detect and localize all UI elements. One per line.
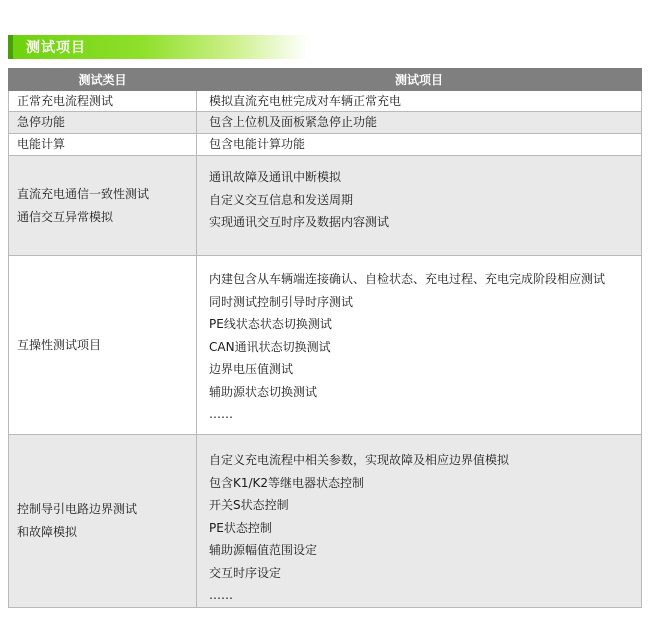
table-row (9, 112, 642, 134)
row-category-cell (9, 156, 197, 256)
table-row (9, 256, 642, 435)
category-line: 通信交互异常模拟 (17, 209, 114, 224)
header-category: 测试类目 (9, 69, 197, 91)
item-line: 模拟直流充电桩完成对车辆正常充电 (209, 94, 402, 108)
header-items: 测试项目 (197, 69, 642, 91)
section-header-accent-bar (8, 35, 13, 59)
item-line: 辅助源幅值范围设定 (209, 543, 318, 557)
category-line: 和故障模拟 (17, 524, 78, 539)
row-category-cell (9, 112, 197, 134)
row-items-cell (197, 156, 642, 256)
item-line: 实现通讯交互时序及数据内容测试 (209, 215, 390, 229)
item-line: 开关S状态控制 (209, 498, 289, 512)
item-line: 包含K1/K2等继电器状态控制 (209, 475, 365, 490)
table-row (9, 91, 642, 112)
row-items-cell (197, 256, 642, 435)
row-category-cell (9, 435, 197, 608)
row-items-cell (197, 91, 642, 112)
row-items-cell (197, 134, 642, 156)
row-category-cell (9, 256, 197, 435)
section-header (8, 35, 308, 59)
item-line: 内建包含从车辆端连接确认、自检状态、充电过程、充电完成阶段相应测试 (209, 272, 606, 286)
item-line: PE状态控制 (209, 520, 272, 535)
table-row (9, 134, 642, 156)
row-items-cell (197, 112, 642, 134)
item-line: 交互时序设定 (209, 565, 282, 580)
item-line: 通讯故障及通讯中断模拟 (209, 170, 342, 184)
category-line: 控制导引电路边界测试 (17, 502, 138, 517)
category-line: 急停功能 (17, 115, 66, 129)
row-category-cell (9, 91, 197, 112)
table-row (9, 435, 642, 608)
category-line: 直流充电通信一致性测试 (17, 187, 150, 201)
item-line: …… (209, 588, 233, 602)
category-line: 电能计算 (17, 137, 66, 151)
item-line: 辅助源状态切换测试 (209, 384, 318, 399)
item-line: PE线状态状态切换测试 (209, 317, 332, 331)
category-line: 正常充电流程测试 (17, 94, 114, 108)
category-line: 互操性测试项目 (17, 337, 102, 352)
item-line: 自定义充电流程中相关参数，实现故障及相应边界值模拟 (209, 453, 510, 467)
item-line: 包含电能计算功能 (209, 137, 306, 151)
table-header-row (9, 69, 642, 91)
test-items-table (8, 68, 642, 608)
section-title: 测试项目 (26, 40, 86, 56)
item-line: 自定义交互信息和发送周期 (209, 192, 354, 207)
row-items-cell (197, 435, 642, 608)
item-line: …… (209, 407, 233, 421)
item-line: 同时测试控制引导时序测试 (209, 294, 354, 309)
table-row (9, 156, 642, 256)
item-line: 边界电压值测试 (209, 362, 294, 376)
item-line: 包含上位机及面板紧急停止功能 (209, 115, 378, 129)
item-line: CAN通讯状态切换测试 (209, 339, 331, 354)
row-category-cell (9, 134, 197, 156)
